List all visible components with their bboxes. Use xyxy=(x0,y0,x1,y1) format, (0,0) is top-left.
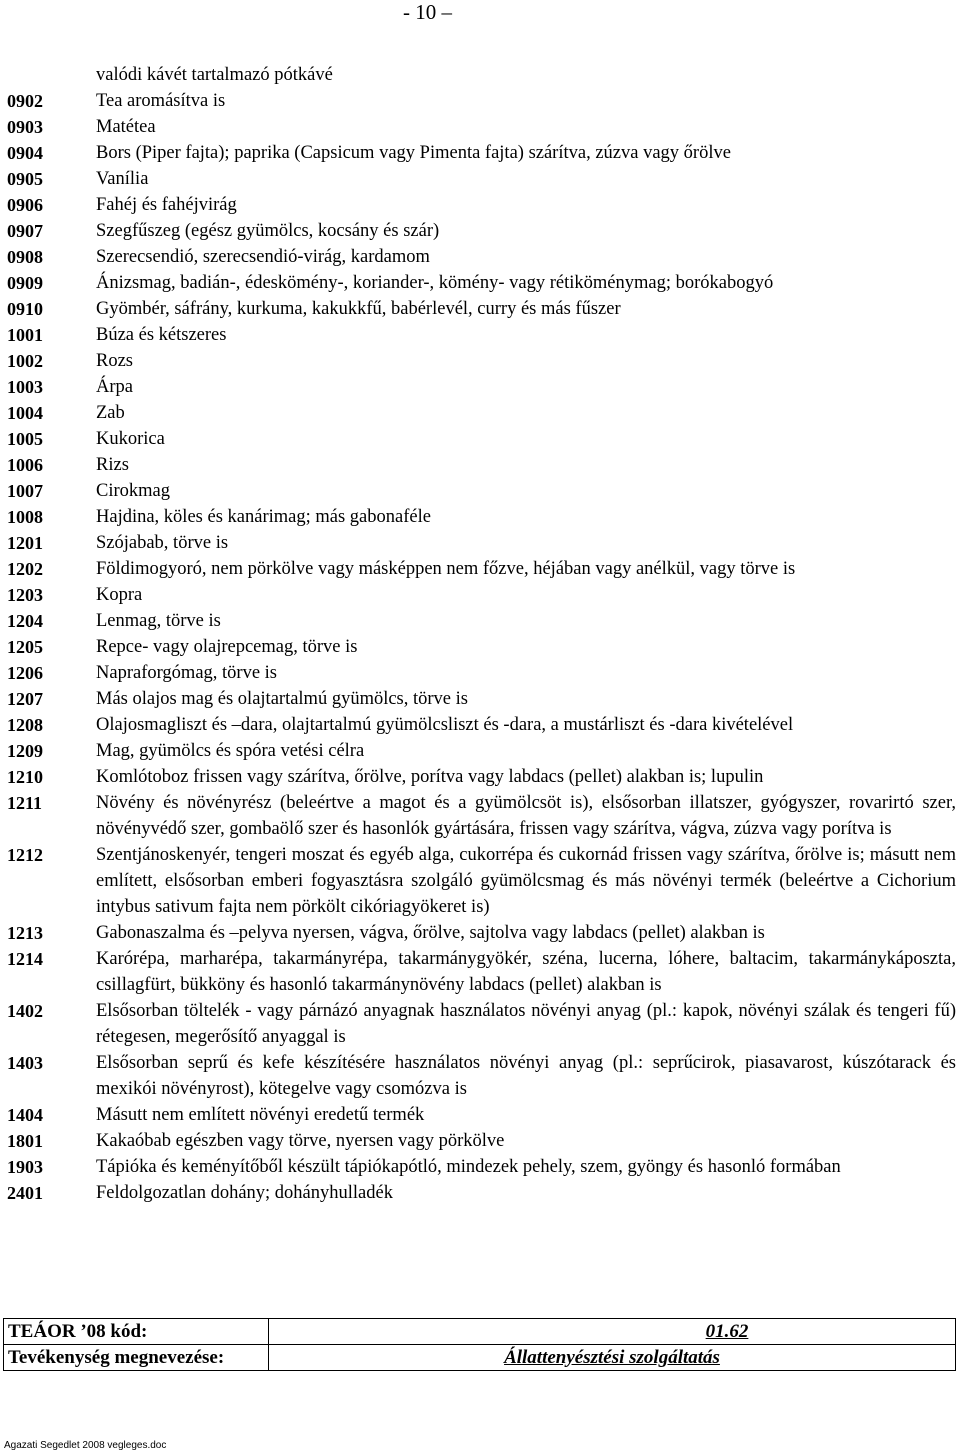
list-item xyxy=(0,400,960,426)
product-code: 1201 xyxy=(7,533,43,553)
product-code: 1207 xyxy=(7,689,43,709)
list-item xyxy=(0,374,960,400)
product-description: Elsősorban seprű és kefe készítésére használatos növényi anyag (pl.: seprűcirok, piasavarost, kúszótarack és mexikói növényrost), kötegelve vagy csomózva is xyxy=(96,1053,956,1099)
product-description: Szentjánoskenyér, tengeri moszat és egyéb alga, cukorrépa és cukornád frissen vagy szárítva, őrölve is; másutt nem említett, elsősorban emberi fogyasztásra szolgáló gyümölcsmag és más növényi termék (beleértve a Cichorium intybus sativum fajta nem pörkölt cikóriagyökeret is) xyxy=(96,845,956,917)
product-description: Vanília xyxy=(96,169,149,189)
product-description: Árpa xyxy=(96,377,133,397)
list-item xyxy=(0,660,960,686)
product-description: Elsősorban töltelék - vagy párnázó anyagnak használatos növényi anyag (pl.: kapok, növényi szálak és tengeri fű) rétegesen, megerősítő anyaggal is xyxy=(96,1001,956,1047)
list-item xyxy=(0,140,960,166)
list-item xyxy=(0,114,960,140)
product-code: 1204 xyxy=(7,611,43,631)
teaor-code-label: TEÁOR ’08 kód: xyxy=(4,1319,269,1345)
list-item xyxy=(0,348,960,374)
list-item xyxy=(0,62,960,88)
product-code: 1801 xyxy=(7,1131,43,1151)
product-code: 0909 xyxy=(7,273,43,293)
product-description: Földimogyoró, nem pörkölve vagy másképpen nem főzve, héjában vagy anélkül, vagy törve is xyxy=(96,559,796,579)
product-code: 1211 xyxy=(7,793,43,813)
list-item xyxy=(0,582,960,608)
product-code: 1208 xyxy=(7,715,43,735)
list-item xyxy=(0,712,960,738)
product-code: 0907 xyxy=(7,221,43,241)
product-code: 0910 xyxy=(7,299,43,319)
list-item xyxy=(0,686,960,712)
product-description: Hajdina, köles és kanárimag; más gabonaféle xyxy=(96,507,431,527)
product-code: 0903 xyxy=(7,117,43,137)
product-code: 1210 xyxy=(7,767,43,787)
product-code-list xyxy=(0,62,960,1206)
product-code: 1202 xyxy=(7,559,43,579)
product-code: 0908 xyxy=(7,247,43,267)
product-description: Zab xyxy=(96,403,125,423)
product-description: Kakaóbab egészben vagy törve, nyersen vagy pörkölve xyxy=(96,1131,505,1151)
product-code: 0906 xyxy=(7,195,43,215)
list-item xyxy=(0,634,960,660)
list-item xyxy=(0,920,960,946)
list-item xyxy=(0,1154,960,1180)
product-code: 0902 xyxy=(7,91,43,111)
list-item xyxy=(0,556,960,582)
list-item xyxy=(0,452,960,478)
list-item xyxy=(0,608,960,634)
product-code: 1213 xyxy=(7,923,43,943)
list-item xyxy=(0,166,960,192)
page-number: - 10 – xyxy=(403,0,452,24)
product-description: Feldolgozatlan dohány; dohányhulladék xyxy=(96,1183,393,1203)
product-description: Gabonaszalma és –pelyva nyersen, vágva, őrölve, sajtolva vagy labdacs (pellet) alakban is xyxy=(96,923,765,943)
product-code: 1203 xyxy=(7,585,43,605)
product-code: 1403 xyxy=(7,1053,43,1073)
product-description: Más olajos mag és olajtartalmú gyümölcs, törve is xyxy=(96,689,468,709)
list-item xyxy=(0,296,960,322)
list-item xyxy=(0,738,960,764)
list-item xyxy=(0,322,960,348)
product-description: Karórépa, marharépa, takarmányrépa, takarmánygyökér, széna, lucerna, lóhere, baltacim, takarmánykáposzta, csillagfürt, bükköny és hasonló takarmánynövény labdacs (pellet) alakban is xyxy=(96,949,956,995)
teaor-code-value-cell xyxy=(269,1319,956,1345)
list-item xyxy=(0,842,960,920)
product-code: 0905 xyxy=(7,169,43,189)
product-code: 2401 xyxy=(7,1183,43,1203)
list-item xyxy=(0,478,960,504)
activity-name-value: Állattenyésztési szolgáltatás xyxy=(504,1347,720,1368)
product-description: Komlótoboz frissen vagy szárítva, őrölve, porítva vagy labdacs (pellet) alakban is; lupulin xyxy=(96,767,764,787)
product-description: Matétea xyxy=(96,117,156,137)
activity-name-row xyxy=(4,1345,956,1371)
list-item xyxy=(0,1180,960,1206)
list-item xyxy=(0,1128,960,1154)
product-code: 1002 xyxy=(7,351,43,371)
product-description: Napraforgómag, törve is xyxy=(96,663,278,683)
product-code: 1402 xyxy=(7,1001,43,1021)
product-code: 1008 xyxy=(7,507,43,527)
list-item xyxy=(0,88,960,114)
product-description: Mag, gyümölcs és spóra vetési célra xyxy=(96,741,365,761)
list-item xyxy=(0,504,960,530)
teaor-code-value: 01.62 xyxy=(705,1321,749,1342)
product-code: 1212 xyxy=(7,845,43,865)
product-description: Olajosmagliszt és –dara, olajtartalmú gyümölcsliszt és -dara, a mustárliszt és -dara kivételével xyxy=(96,715,794,735)
product-description: Tápióka és keményítőből készült tápiókapótló, mindezek pehely, szem, gyöngy és hasonló formában xyxy=(96,1157,841,1177)
product-description: Másutt nem említett növényi eredetű termék xyxy=(96,1105,425,1125)
product-description: Kopra xyxy=(96,585,143,605)
product-code: 1404 xyxy=(7,1105,43,1125)
product-code: 1007 xyxy=(7,481,43,501)
list-item xyxy=(0,426,960,452)
product-description: Rozs xyxy=(96,351,133,371)
list-item xyxy=(0,998,960,1050)
product-description: Tea aromásítva is xyxy=(96,91,226,111)
product-description: Szójabab, törve is xyxy=(96,533,229,553)
list-item xyxy=(0,192,960,218)
product-description: Növény és növényrész (beleértve a magot és a gyümölcsöt is), elsősorban illatszer, gyógyszer, rovarirtó szer, növényvédő szer, gombaölő szer és hasonlók gyártására, frissen vagy szárítva, vágva, zúzva vagy porítva is xyxy=(96,793,956,839)
document-footer: Agazati Segedlet 2008 vegleges.doc xyxy=(4,1440,167,1451)
product-code: 1209 xyxy=(7,741,43,761)
product-code: 1004 xyxy=(7,403,43,423)
product-description: Rizs xyxy=(96,455,129,475)
product-description: valódi kávét tartalmazó pótkávé xyxy=(96,65,333,85)
product-code: 1005 xyxy=(7,429,43,449)
product-code: 1006 xyxy=(7,455,43,475)
product-description: Szerecsendió, szerecsendió-virág, kardamom xyxy=(96,247,430,267)
list-item xyxy=(0,764,960,790)
product-description: Lenmag, törve is xyxy=(96,611,221,631)
list-item xyxy=(0,790,960,842)
product-code: 1214 xyxy=(7,949,43,969)
product-description: Cirokmag xyxy=(96,481,170,501)
list-item xyxy=(0,530,960,556)
product-description: Bors (Piper fajta); paprika (Capsicum vagy Pimenta fajta) szárítva, zúzva vagy őrölve xyxy=(96,143,731,163)
list-item xyxy=(0,244,960,270)
list-item xyxy=(0,1050,960,1102)
product-description: Kukorica xyxy=(96,429,165,449)
teaor-code-row xyxy=(4,1319,956,1345)
activity-name-value-cell xyxy=(269,1345,956,1371)
product-description: Repce- vagy olajrepcemag, törve is xyxy=(96,637,358,657)
product-description: Búza és kétszeres xyxy=(96,325,227,345)
product-code: 1205 xyxy=(7,637,43,657)
product-description: Fahéj és fahéjvirág xyxy=(96,195,237,215)
activity-name-label: Tevékenység megnevezése: xyxy=(4,1345,269,1371)
product-description: Gyömbér, sáfrány, kurkuma, kakukkfű, babérlevél, curry és más fűszer xyxy=(96,299,621,319)
list-item xyxy=(0,270,960,296)
list-item xyxy=(0,1102,960,1128)
product-code: 1001 xyxy=(7,325,43,345)
product-code: 1903 xyxy=(7,1157,43,1177)
product-code: 1206 xyxy=(7,663,43,683)
teaor-summary-table xyxy=(3,1318,956,1371)
list-item xyxy=(0,218,960,244)
product-description: Ánizsmag, badián-, édeskömény-, koriander-, kömény- vagy rétiköménymag; borókabogyó xyxy=(96,273,774,293)
product-code: 1003 xyxy=(7,377,43,397)
product-code: 0904 xyxy=(7,143,43,163)
list-item xyxy=(0,946,960,998)
product-description: Szegfűszeg (egész gyümölcs, kocsány és szár) xyxy=(96,221,440,241)
